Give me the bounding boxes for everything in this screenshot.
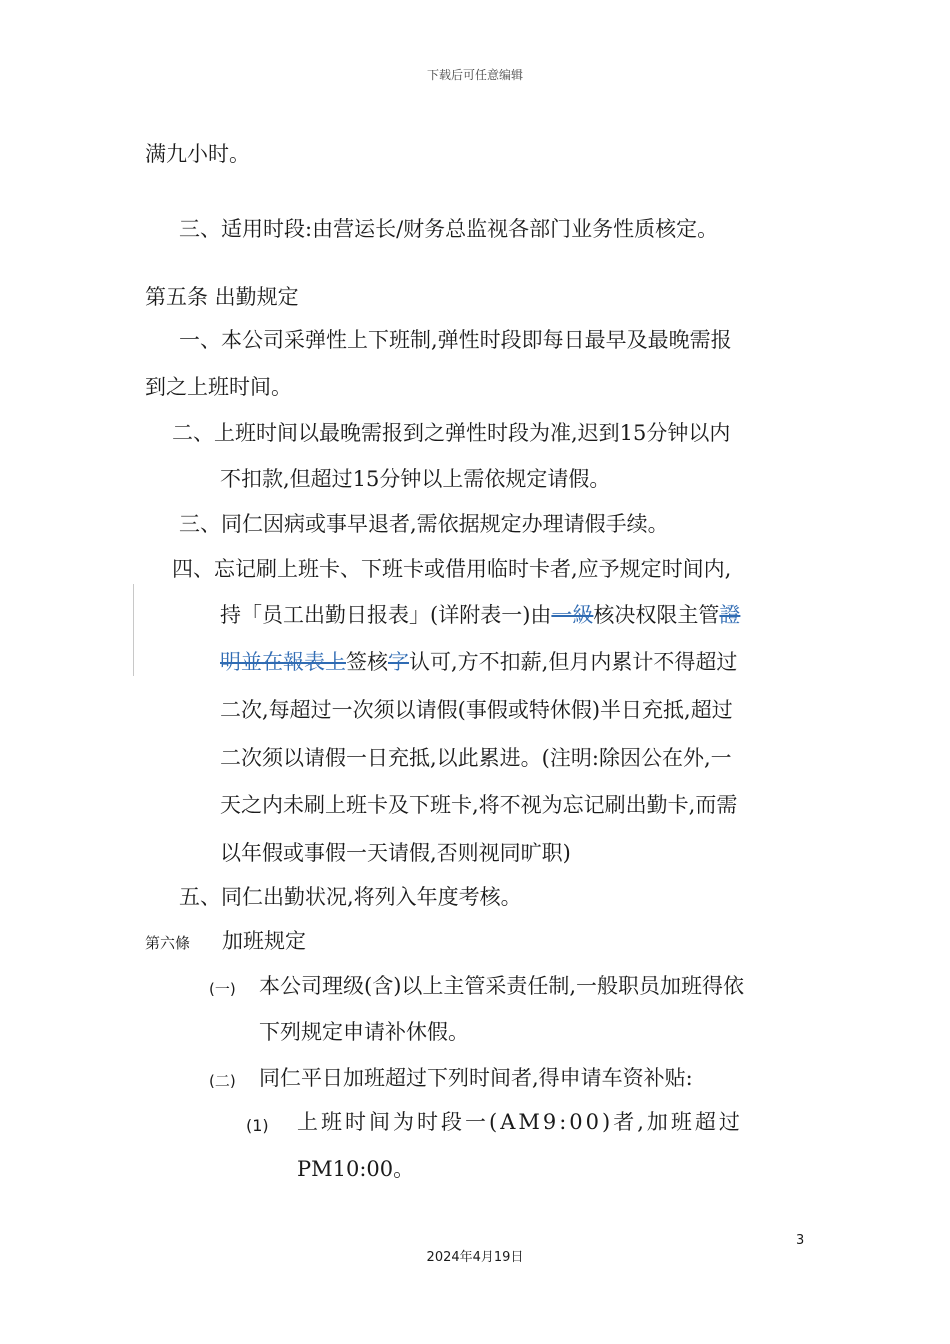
paragraph-line: 二、上班时间以最晚需报到之弹性时段为准,迟到15分钟以内 [172,421,731,445]
paragraph-line: 到之上班时间。 [145,375,292,399]
list-marker [209,972,236,1004]
revision-bar [133,584,134,676]
paragraph-line: 以年假或事假一天请假,否则视同旷职) [220,841,571,865]
paragraph-line [220,600,740,630]
list-marker [246,1109,269,1141]
footer-date: 2024年4月19日 [426,1250,524,1265]
paragraph-line: 不扣款,但超过15分钟以上需依规定请假。 [220,467,611,491]
text-span: 认可,方不扣薪,但月内累计不得超过 [409,650,738,674]
paragraph-line: 下列规定申请补休假。 [259,1020,469,1044]
section-heading [145,926,190,958]
paragraph-line: 四、忘记刷上班卡、下班卡或借用临时卡者,应予规定时间内, [172,557,732,581]
text-span: 核决权限主管 [593,603,720,627]
section-title: 加班规定 [222,929,306,953]
paragraph-line: 天之内未刷上班卡及下班卡,将不视为忘记刷出勤卡,而需 [220,793,738,817]
article-number: 第六條 [145,934,191,952]
deleted-text: 證 [719,603,741,627]
page-header: 下载后可任意编辑 [426,68,523,82]
marker-text: (1) [246,1116,269,1135]
page-number: 3 [796,1233,805,1248]
list-item: 本公司理级(含)以上主管采责任制,一般职员加班得依 [259,974,745,998]
deleted-text: 字 [388,650,409,674]
paragraph-line: 三、适用时段:由营运长/财务总监视各部门业务性质核定。 [179,217,719,241]
marker-text: (一) [209,980,236,998]
deleted-text: 一級 [551,603,594,627]
paragraph-line: 一、本公司采弹性上下班制,弹性时段即每日最早及最晚需报 [179,328,732,352]
paragraph-line: 五、同仁出勤状况,将列入年度考核。 [179,885,522,909]
section-heading: 第五条 出勤规定 [145,285,299,309]
paragraph-line: PM10:00。 [297,1157,415,1181]
list-marker [209,1064,236,1096]
text-span: 持「员工出勤日报表」(详附表一)由 [220,603,552,627]
paragraph-line [220,647,737,677]
paragraph-line: 二次,每超过一次须以请假(事假或特休假)半日充抵,超过 [220,698,733,722]
marker-text: (二) [209,1072,236,1090]
paragraph-line: 二次须以请假一日充抵,以此累进。(注明:除因公在外,一 [220,746,732,770]
deleted-text: 明並在報表上 [220,650,346,674]
list-item: 同仁平日加班超过下列时间者,得申请车资补贴: [259,1066,693,1090]
list-item: 上班时间为时段一(AM9:00)者,加班超过 [297,1110,743,1134]
paragraph-line: 三、同仁因病或事早退者,需依据规定办理请假手续。 [179,512,669,536]
paragraph-line: 满九小时。 [145,142,250,166]
text-span: 签核 [346,650,388,674]
